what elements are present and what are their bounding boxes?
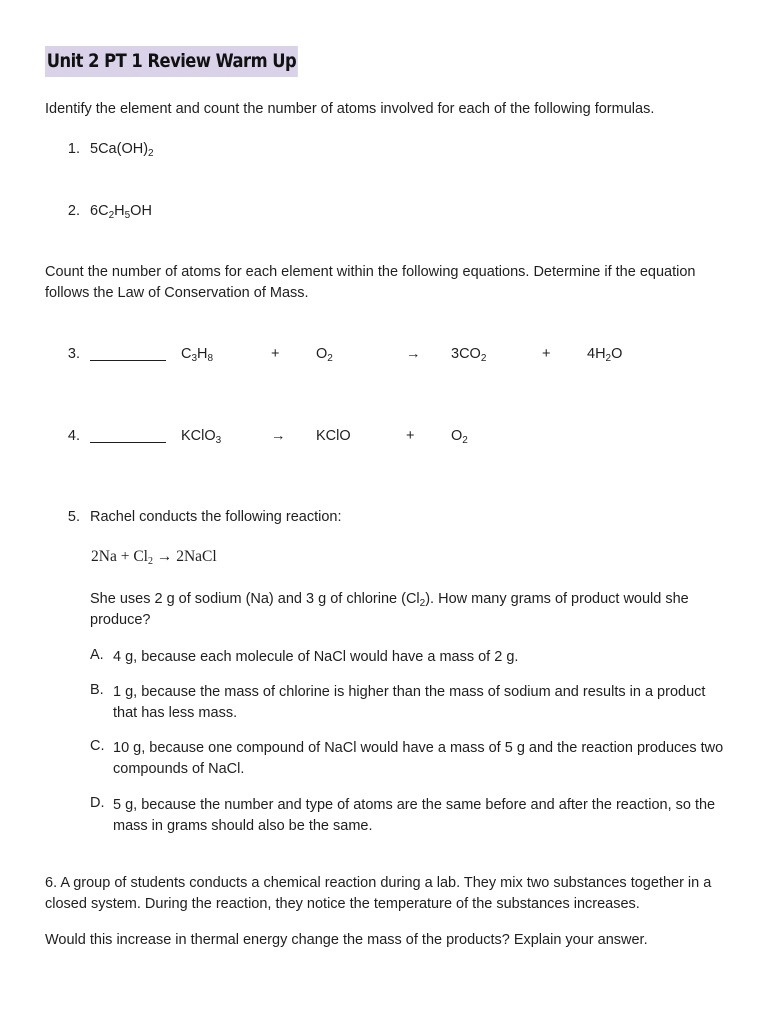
eq3-reactant-1: $C_3H_8$ [181,346,214,364]
q5-option-d-letter: D. [90,795,105,811]
eq3-reactant-2: $O_2$ [316,346,333,364]
eq4-number: 4. [67,428,80,444]
q5-option-a-text: 4 g, because each molecule of NaCl would have a mass of 2 g. [113,649,519,665]
q5-question: She uses 2 g of sodium (Na) and 3 g of chlorine $(Cl_2)$. How many grams of product would she produce? [90,591,689,628]
q6-followup: Would this increase in thermal energy change the mass of the products? Explain your answer. [45,932,648,948]
q5-option-b-letter: B. [90,682,104,698]
q5-option-d-text: 5 g, because the number and type of atoms are the same before and after the reaction, so the mass in grams should also be the same. [113,797,716,834]
eq3-product-1: $3CO_2$ [451,346,487,364]
q5-number: 5. [67,509,80,525]
eq3-number: 3. [67,346,80,362]
eq4-product-2: $O_2$ [451,428,468,446]
eq4-product-1: KClO [316,428,351,444]
section1-instruction: Identify the element and count the number of atoms involved for each of the following formulas. [45,101,655,117]
item-1-formula: $5Ca(OH)_2$ [90,141,154,159]
eq3-plus-2: + [542,346,551,362]
page-title: Unit 2 PT 1 Review Warm Up [45,46,298,77]
q5-lead: Rachel conducts the following reaction: [90,509,342,525]
eq4-answer-blank[interactable] [90,428,166,447]
eq3-product-2: $4H_2O$ [587,346,623,364]
eq3-arrow: → [406,346,421,362]
q6-text: 6. A group of students conducts a chemical reaction during a lab. They mix two substances together in a closed system. During the reaction, they notice the temperature of the substances increases. [45,875,712,912]
q5-option-b-text: 1 g, because the mass of chlorine is higher than the mass of sodium and results in a product that has less mass. [113,684,706,721]
section2-instruction: Count the number of atoms for each element within the following equations. Determine if the equation follows the Law of Conservation of Mass. [45,264,696,301]
item-2-formula: $6C_2H_5OH$ [90,203,152,221]
q5-option-c-letter: C. [90,738,105,754]
q5-option-c-text: 10 g, because one compound of NaCl would have a mass of 5 g and the reaction produces two compounds of NaCl. [113,740,724,777]
item-2-number: 2. [67,203,80,219]
eq3-answer-blank[interactable] [90,346,166,365]
eq4-reactant-1: KClO$_3$ [181,428,222,446]
eq3-plus-1: + [271,346,280,362]
q5-option-a-letter: A. [90,647,104,663]
q5-reaction-equation: $2Na + Cl_2$ → 2NaCl [91,548,217,567]
eq4-arrow: → [271,428,286,444]
item-1-number: 1. [67,141,80,157]
eq4-plus: + [406,428,415,444]
